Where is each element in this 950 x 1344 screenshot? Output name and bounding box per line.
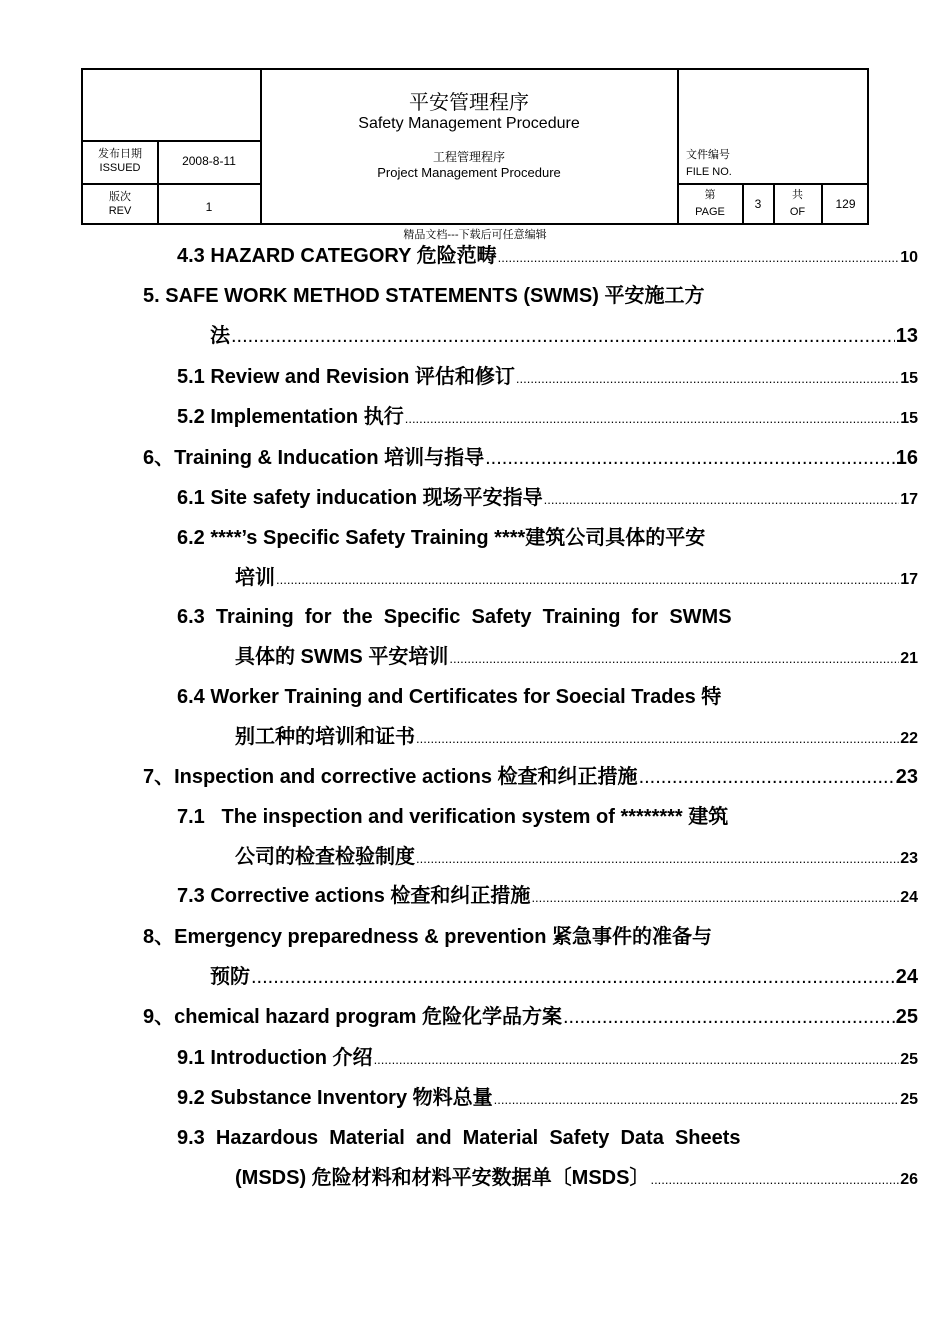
toc-entry[interactable] (143, 1004, 918, 1030)
rev-value: 1 (205, 200, 213, 214)
toc-entry-continued[interactable] (235, 844, 918, 870)
fileno-label-en: FILE NO. (686, 166, 732, 178)
toc-entry-page: 23 (900, 850, 918, 867)
toc-entry-text: 6.1 Site safety inducation 现场平安指导 (177, 487, 543, 509)
toc-entry-page: 17 (900, 571, 918, 588)
of-label (774, 188, 821, 219)
toc-entry-continued[interactable] (235, 724, 918, 750)
toc-entry-text: 预防 (210, 966, 250, 988)
toc-leader (650, 1167, 899, 1193)
toc-entry[interactable] (143, 445, 918, 471)
toc-entry[interactable] (177, 804, 728, 830)
download-note: 精品文档---下载后可任意编辑 (403, 228, 547, 241)
toc-entry[interactable] (177, 684, 721, 710)
subtitle-en: Project Management Procedure (377, 165, 561, 180)
of-value: 129 (835, 197, 856, 211)
toc-leader (544, 487, 900, 513)
toc-leader (416, 726, 899, 752)
toc-entry-page: 23 (895, 766, 918, 788)
toc-entry-text: 8、Emergency preparedness & prevention 紧急事件的准备与 (143, 926, 713, 948)
toc-entry-page: 10 (900, 249, 918, 266)
toc-entry[interactable] (177, 404, 918, 430)
toc-leader (405, 406, 899, 432)
page-value: 3 (754, 197, 762, 211)
toc-entry-text: 6.4 Worker Training and Certificates for Soecial Trades 特 (177, 686, 722, 708)
toc-entry[interactable] (177, 364, 918, 390)
toc-entry-continued[interactable] (235, 565, 918, 591)
toc-entry-text: 具体的 SWMS 平安培训 (235, 646, 449, 668)
toc-entry-text: 7、Inspection and corrective actions 检查和纠正措施 (143, 766, 638, 788)
of-label-en: OF (789, 206, 806, 218)
rev-label (83, 190, 157, 218)
toc-entry-text: 9.2 Substance Inventory 物料总量 (177, 1087, 493, 1109)
subtitle-cn: 工程管理程序 (432, 150, 505, 164)
rev-label-cn: 版次 (109, 191, 131, 203)
toc-entry-continued[interactable] (235, 644, 918, 670)
of-label-cn: 共 (792, 189, 803, 201)
toc-leader (416, 846, 899, 872)
fileno-label (686, 148, 836, 179)
issued-value: 2008-8-11 (182, 154, 236, 168)
issued-label-cn: 发布日期 (98, 148, 142, 160)
toc-entry-page: 22 (900, 730, 918, 747)
toc-entry[interactable] (143, 924, 712, 950)
toc-entry-page: 25 (895, 1006, 918, 1028)
toc-entry-text: 5.1 Review and Revision 评估和修订 (177, 366, 515, 388)
toc-entry-page: 16 (895, 447, 918, 469)
toc-entry-page: 21 (900, 650, 918, 667)
toc-leader (251, 964, 895, 990)
issued-label-en: ISSUED (99, 162, 141, 174)
fileno-label-cn: 文件编号 (686, 149, 730, 161)
toc-entry-text: 培训 (235, 567, 275, 589)
toc-entry-text: 4.3 HAZARD CATEGORY 危险范畴 (177, 245, 497, 267)
toc-entry[interactable] (177, 525, 705, 551)
toc-entry-page: 17 (900, 491, 918, 508)
toc-leader (639, 764, 895, 790)
toc-entry[interactable] (177, 883, 918, 909)
toc-entry-page: 13 (895, 325, 918, 347)
toc-leader (563, 1004, 895, 1030)
toc-entry-continued[interactable] (210, 323, 918, 349)
toc-entry[interactable] (143, 283, 704, 309)
toc-entry-text: 7.1 The inspection and verification system of ******** 建筑 (177, 806, 729, 828)
rev-label-en: REV (108, 205, 132, 217)
toc-leader (498, 245, 900, 271)
toc-entry[interactable] (177, 1085, 918, 1111)
toc-leader (231, 323, 895, 349)
toc-leader (276, 567, 899, 593)
toc-entry-text: 公司的检查检验制度 (235, 846, 415, 868)
header-subtitle-block (261, 150, 677, 180)
toc-entry-page: 25 (900, 1091, 918, 1108)
page-label-en: PAGE (695, 206, 725, 218)
toc-entry-text: 7.3 Corrective actions 检查和纠正措施 (177, 885, 531, 907)
title-en: Safety Management Procedure (358, 115, 580, 132)
page-label-cn: 第 (704, 189, 716, 201)
toc-leader (531, 885, 899, 911)
toc-entry[interactable] (177, 243, 918, 269)
toc-entry[interactable] (177, 1125, 741, 1151)
toc-entry[interactable] (143, 764, 918, 790)
toc-entry-continued[interactable] (235, 1165, 918, 1191)
toc-entry-text: 9.1 Introduction 介绍 (177, 1047, 373, 1069)
toc-leader (516, 366, 899, 392)
toc-entry-page: 26 (900, 1171, 918, 1188)
toc-entry-text: 法 (210, 325, 230, 347)
toc-entry[interactable] (177, 1045, 918, 1071)
toc-entry-page: 24 (900, 889, 918, 906)
toc-entry-text: 6、Training & Inducation 培训与指导 (143, 447, 485, 469)
page-label (678, 188, 742, 219)
toc-entry-text: 6.2 ****’s Specific Safety Training ****建筑公司具体的平安 (177, 527, 706, 549)
toc-entry-page: 15 (900, 410, 918, 427)
toc-leader (494, 1087, 900, 1113)
title-cn: 平安管理程序 (409, 90, 529, 114)
toc-entry-text: 5. SAFE WORK METHOD STATEMENTS (SWMS) 平安施工方 (143, 285, 705, 307)
toc-entry-page: 24 (895, 966, 918, 988)
toc-entry-page: 25 (900, 1051, 918, 1068)
header-title-block (261, 90, 677, 133)
document-header-table (81, 68, 869, 225)
toc-entry-text: (MSDS) 危险材料和材料平安数据单〔MSDS〕 (235, 1167, 650, 1189)
toc-entry[interactable] (177, 485, 918, 511)
toc-entry-text: 5.2 Implementation 执行 (177, 406, 404, 428)
toc-entry-text: 9、chemical hazard program 危险化学品方案 (143, 1006, 562, 1028)
toc-leader (485, 445, 895, 471)
toc-entry-text: 9.3 Hazardous Material and Material Safety Data Sheets (177, 1127, 741, 1149)
issued-label (83, 147, 157, 175)
toc-entry-continued[interactable] (210, 964, 918, 990)
toc-entry[interactable] (177, 604, 732, 630)
toc-entry-text: 6.3 Training for the Specific Safety Training for SWMS (177, 606, 732, 628)
toc-entry-text: 别工种的培训和证书 (235, 726, 415, 748)
toc-leader (374, 1047, 900, 1073)
toc-leader (449, 646, 899, 672)
toc-entry-page: 15 (900, 370, 918, 387)
